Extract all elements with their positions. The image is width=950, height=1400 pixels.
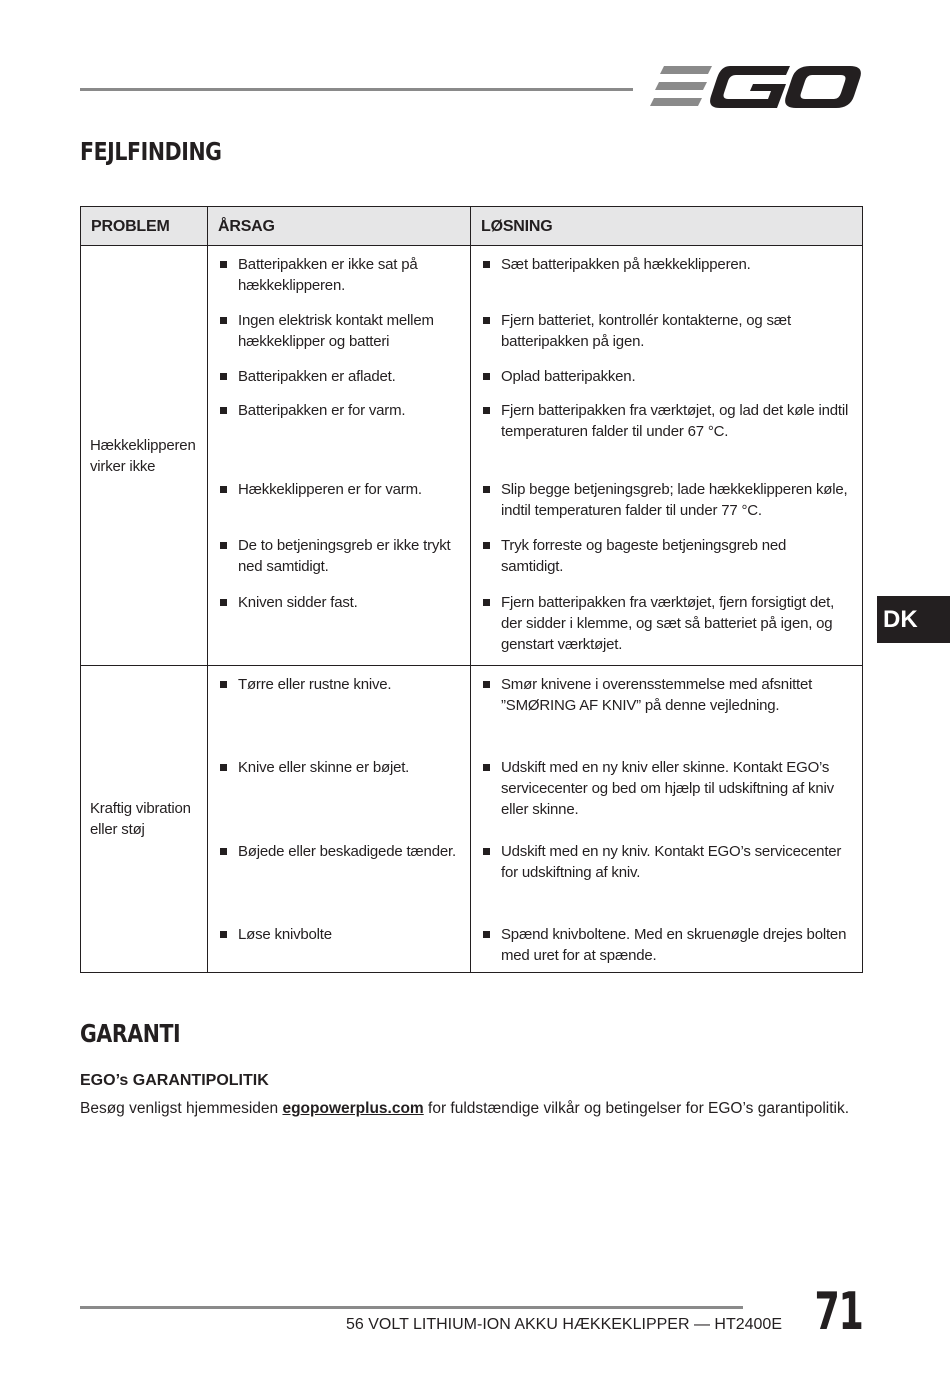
header-cause: ÅRSAG [208,207,471,246]
list-item: Tryk forreste og bageste betjeningsgreb ned samtidigt. [481,535,852,592]
footer-rule [80,1306,743,1309]
bullet-icon [220,373,227,380]
list-item: Oplad batteripakken. [481,366,852,400]
list-item: Udskift med en ny kniv. Kontakt EGO’s servicecenter for udskiftning af kniv. [481,841,852,924]
list-item: Batteripakken er for varm. [218,400,460,479]
list-item: De to betjeningsgreb er ikke trykt ned samtidigt. [218,535,460,592]
bullet-icon [220,681,227,688]
list-item: Spænd knivboltene. Med en skruenøgle drejes bolten med uret for at spænde. [481,924,852,966]
list-item: Ingen elektrisk kontakt mellem hækkeklipper og batteri [218,310,460,366]
bullet-icon [483,261,490,268]
bullet-icon [483,542,490,549]
bullet-icon [220,486,227,493]
bullet-icon [483,848,490,855]
list-item: Batteripakken er ikke sat på hækkeklipperen. [218,254,460,310]
warranty-subtitle: EGO’s GARANTIPOLITIK [80,1072,269,1089]
troubleshooting-title: FEJLFINDING [80,137,222,166]
bullet-icon [483,764,490,771]
table-row [81,666,863,973]
solution-list [471,666,863,973]
footer-product: 56 VOLT LITHIUM-ION AKKU HÆKKEKLIPPER — HT2400E [346,1316,782,1333]
list-item: Fjern batteripakken fra værktøjet, fjern forsigtigt det, der sidder i klemme, og sæt så batteriet på igen, og genstart værktøjet. [481,592,852,655]
header-solution: LØSNING [471,207,863,246]
solution-list [471,246,863,666]
warranty-text [80,1100,849,1118]
bullet-icon [483,373,490,380]
list-item: Tørre eller rustne knive. [218,674,460,757]
problem-cell: Kraftig vibration eller støj [81,666,208,973]
bullet-icon [220,542,227,549]
list-item: Fjern batteripakken fra værktøjet, og lad det køle indtil temperaturen falder til under 67 °C. [481,400,852,479]
cause-list [208,246,471,666]
table-header-row [81,207,863,246]
list-item: Bøjede eller beskadigede tænder. [218,841,460,924]
warranty-link[interactable]: egopowerplus.com [282,1100,424,1117]
list-item: Kniven sidder fast. [218,592,460,613]
list-item: Fjern batteriet, kontrollér kontakterne, og sæt batteripakken på igen. [481,310,852,366]
bullet-icon [220,407,227,414]
list-item: Udskift med en ny kniv eller skinne. Kontakt EGO’s servicecenter og bed om hjælp til udskiftning af kniv eller skinne. [481,757,852,841]
header-problem: PROBLEM [81,207,208,246]
table-row [81,246,863,666]
list-item: Løse knivbolte [218,924,460,945]
bullet-icon [483,317,490,324]
troubleshooting-table [80,206,863,973]
list-item: Batteripakken er afladet. [218,366,460,400]
warranty-title: GARANTI [80,1019,181,1048]
bullet-icon [483,407,490,414]
bullet-icon [483,681,490,688]
list-item: Knive eller skinne er bøjet. [218,757,460,841]
warranty-text-after: for fuldstændige vilkår og betingelser for EGO’s garantipolitik. [423,1100,850,1117]
bullet-icon [220,764,227,771]
bullet-icon [220,317,227,324]
ego-logo [650,62,862,112]
list-item: Hækkeklipperen er for varm. [218,479,460,535]
bullet-icon [220,848,227,855]
bullet-icon [220,599,227,606]
list-item: Slip begge betjeningsgreb; lade hækkeklipperen køle, indtil temperaturen falder til under 77 °C. [481,479,852,535]
language-tab: DK [877,596,950,643]
warranty-text-before: Besøg venligst hjemmesiden [80,1100,283,1117]
bullet-icon [483,931,490,938]
page-number: 71 [814,1282,862,1342]
cause-list [208,666,471,973]
bullet-icon [220,931,227,938]
bullet-icon [483,599,490,606]
list-item: Sæt batteripakken på hækkeklipperen. [481,254,852,310]
bullet-icon [483,486,490,493]
problem-cell: Hækkeklipperen virker ikke [81,246,208,666]
list-item: Smør knivene i overensstemmelse med afsnittet ”SMØRING AF KNIV” på denne vejledning. [481,674,852,757]
header-rule [80,88,633,91]
bullet-icon [220,261,227,268]
